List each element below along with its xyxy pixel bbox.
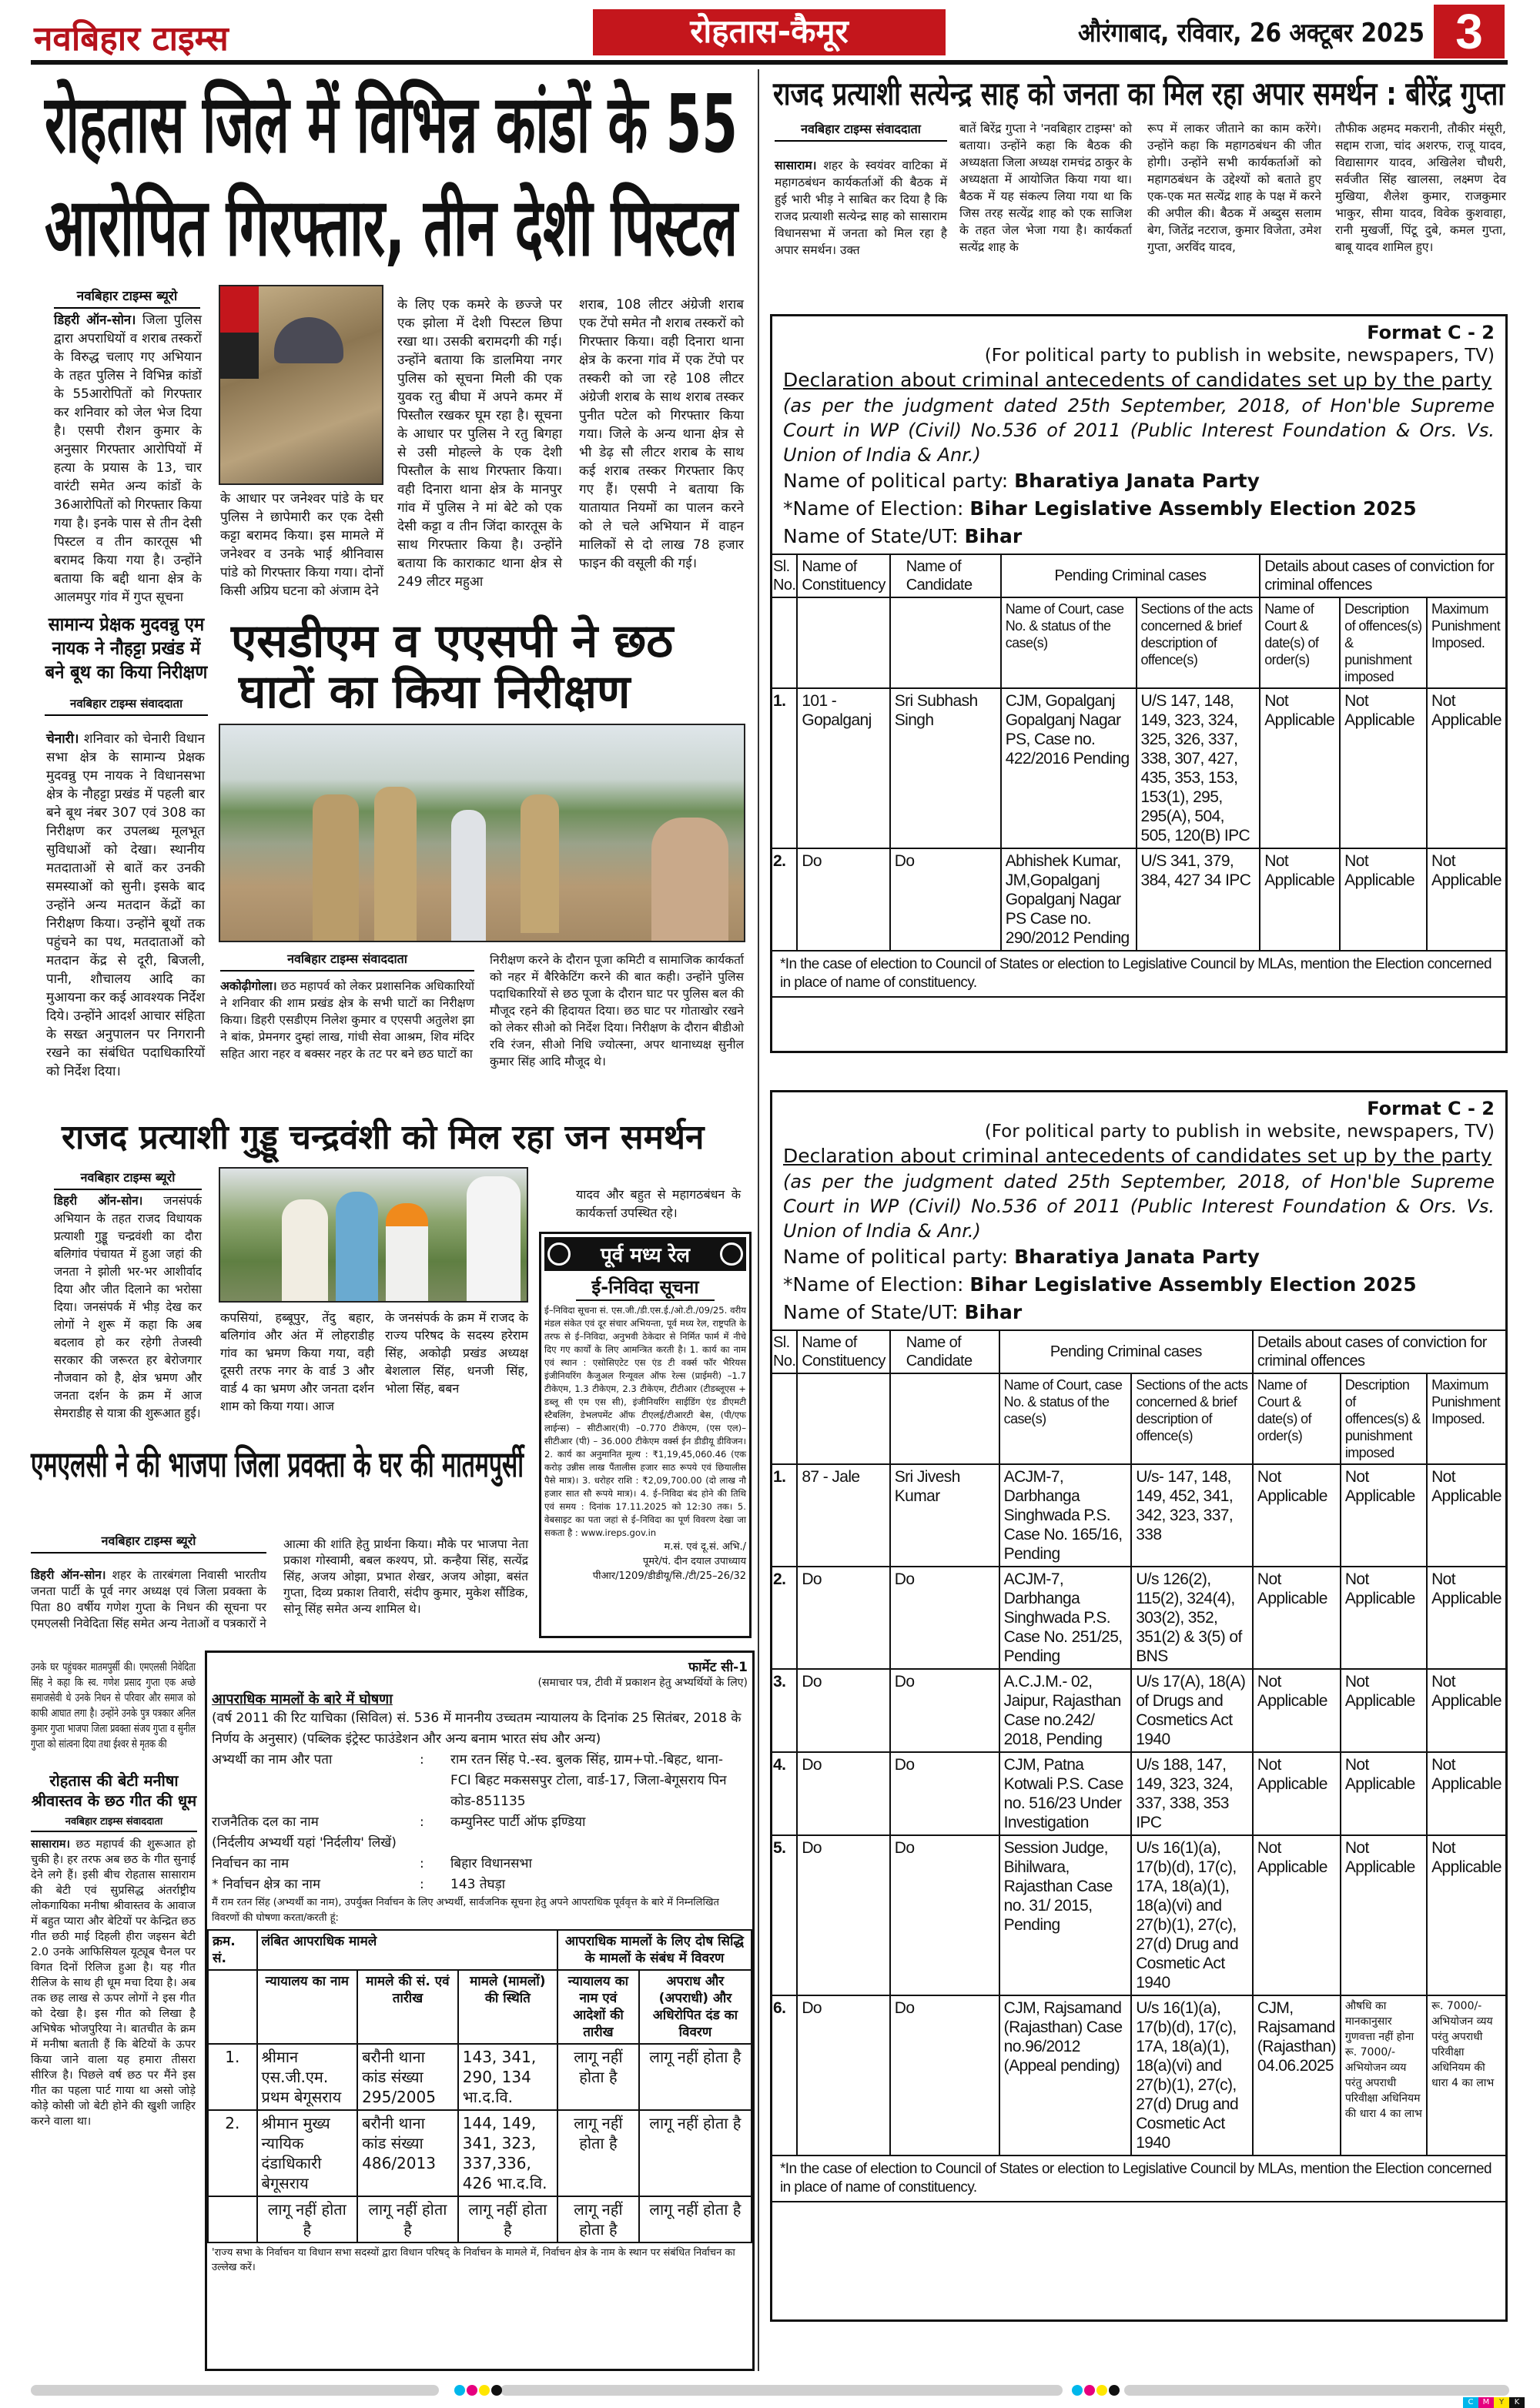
article-column: निरीक्षण करने के दौरान पूजा कमिटी व सामाजिक कार्यकर्ता को नहर में बैरिकेटिंग करने की बात कही। उन्होंने पुलिस पदाधिकारियों से छठ पूजा के दौरान घाट पर पुलिस बल की मौजूद रहने की हिदायत दिया। छठ घाट पर गोताखोर रखने को लेकर सीओ को निर्देश दिया। निरीक्षण के दौरान बीडीओ रवि रंजन, सीओ निधि ज्योत्स्ना, अपर थानाध्यक्ष सुनील कुमार सिंह आदि मौजूद थे। xyxy=(490,953,744,1069)
field-label: राजनैतिक दल का नाम xyxy=(212,1814,319,1830)
dateline: औरंगाबाद, रविवार, 26 अक्टूबर 2025 xyxy=(1078,18,1424,48)
ad-signature: पूमरे/पं. दीन दयाल उपाध्याय xyxy=(642,1556,746,1567)
form-field xyxy=(783,523,1495,550)
format-c2-declaration-gopalganj xyxy=(770,314,1508,1053)
form-intro: (वर्ष 2011 की रिट याचिका (सिविल) सं. 536 में माननीय उच्चतम न्यायालय के दिनांक 25 सितंबर, 2018 के निर्णय के अनुसार) (पब्लिक इंट्रेस्ट फाउंडेशन और अन्य बनाम भारत संघ और अन्य) xyxy=(212,1711,742,1747)
form-field xyxy=(212,1750,748,1812)
registration-dot xyxy=(1084,2385,1095,2396)
field-label: Name of State/UT: xyxy=(783,1301,965,1323)
cell-candidate: Do xyxy=(890,1567,999,1669)
cell-court: A.C.J.M.- 02, Jaipur, Rajasthan Case no.242/ 2018, Pending xyxy=(999,1669,1132,1752)
form-field xyxy=(212,1854,748,1875)
column-header: Maximum Punishment Imposed. xyxy=(1427,1373,1506,1464)
column-header: Name of Court & date(s) of order(s) xyxy=(1253,1373,1341,1464)
cell-conv-court: Not Applicable xyxy=(1260,848,1340,951)
dateline-lead: अकोढ़ीगोला। xyxy=(220,979,277,993)
cmyk-color-bar xyxy=(1463,2397,1525,2408)
column-header: Sections of the acts concerned & brief description of offence(s) xyxy=(1137,597,1260,688)
form-field xyxy=(783,1243,1495,1271)
table-cell: लागू नहीं होता है xyxy=(639,2110,752,2196)
form-note: (For political party to publish in website, newspapers, TV) xyxy=(984,1122,1495,1142)
field-label: Name of State/UT: xyxy=(783,525,965,547)
field-value: Bihar Legislative Assembly Election 2025 xyxy=(969,497,1417,520)
field-value: Bihar Legislative Assembly Election 2025 xyxy=(969,1273,1417,1296)
form-declaration: मैं राम रतन सिंह (अभ्यर्थी का नाम), उपर्युक्त निर्वाचन के लिए अभ्यर्थी, सार्वजनिक सूचना हेतु अपने आपराधिक पूर्ववृत्त के बारे में निम्नलिखित विवरणों की घोषणा करता/करती हूं: xyxy=(212,1897,719,1924)
article-text: शहर के तारबंगला निवासी भारतीय जनता पार्टी के पूर्व नगर अध्यक्ष एवं जिला प्रवक्ता के पिता 80 वर्षीय गणेश गुप्ता के निधन की सूचना पर एमएलसी निवेदिता सिंह समेत अन्य नेताओं व पत्रकारों ने xyxy=(31,1568,266,1630)
col-pending: Pending Criminal cases xyxy=(1001,554,1260,597)
cell-conv-max: Not Applicable xyxy=(1427,688,1506,848)
footer-bar xyxy=(1124,2385,1509,2396)
photo-campaign xyxy=(219,1167,528,1303)
article-column xyxy=(46,730,205,1081)
byline: नवबिहार टाइम्स संवाददाता xyxy=(31,1814,197,1832)
cell-sl: 1. xyxy=(772,688,797,848)
form-footnote: *In the case of election to Council of States or election to Legislative Council by MLAs, mention the Election concerned in place of name of constituency. xyxy=(772,2155,1506,2202)
cell-sections: U/S 341, 379, 384, 427 34 IPC xyxy=(1137,848,1260,951)
field-colon: : xyxy=(420,1752,424,1768)
format-c1-declaration xyxy=(205,1650,755,2371)
form-field xyxy=(783,467,1495,495)
col-candidate: Name of Candidate xyxy=(890,1330,999,1373)
cmyk-square: Y xyxy=(1494,2397,1509,2408)
cell-conv-court: CJM, Rajsamand (Rajasthan) 04.06.2025 xyxy=(1253,1995,1341,2155)
story-headline: एमएलसी ने की भाजपा जिला प्रवक्ता के घर की मातमपुर्सी xyxy=(31,1443,524,1485)
form-label: Format C - 2 xyxy=(1367,322,1495,343)
railway-logo-icon xyxy=(720,1242,743,1266)
form-field xyxy=(783,495,1495,523)
form-field xyxy=(212,1875,748,1895)
page-number: 3 xyxy=(1434,5,1505,59)
registration-dot xyxy=(467,2385,477,2396)
story-headline: राजद प्रत्याशी गुड्डू चन्द्रवंशी को मिल रहा जन समर्थन xyxy=(62,1118,705,1157)
table-cell: 143, 341, 290, 134 भा.द.वि. xyxy=(458,2044,557,2110)
table-row xyxy=(772,1567,1506,1669)
cell-constituency: 101 - Gopalganj xyxy=(797,688,889,848)
table-cell: बरौनी थाना कांड संख्या 486/2013 xyxy=(357,2110,458,2196)
column-header: मामले (मामलों) की स्थिति xyxy=(458,1970,557,2044)
article-column: के आधार पर जनेश्वर पांडे के घर पुलिस ने छापेमारी कर एक देसी कट्टा बरामद किया। इस मामले में जनेश्वर व उनके भाई श्रीनिवास पांडे को गिरफ्तार किया गया। दोनों किसी अप्रिय घटना को अंजाम देने xyxy=(220,491,383,599)
cell-constituency: Do xyxy=(797,848,889,951)
registration-dot xyxy=(479,2385,490,2396)
table-row xyxy=(772,1669,1506,1752)
rail-tender-ad xyxy=(539,1232,752,1638)
cmyk-square: C xyxy=(1463,2397,1478,2408)
registration-dot xyxy=(491,2385,502,2396)
railway-logo-icon xyxy=(547,1242,571,1266)
col-candidate: Name of Candidate xyxy=(890,554,1001,597)
cell-sections: U/s 17(A), 18(A) of Drugs and Cosmetics Act 1940 xyxy=(1131,1669,1253,1752)
table-row xyxy=(208,2110,752,2196)
ad-body: ई–निविदा सूचना सं. एस.जी./डी.एस.ई./ओ.टी./09/25. वरीय मंडल संकेत एवं दूर संचार अभियन्ता, पूर्व मध्य रेल, राष्ट्रपति के तरफ से ई–निविदा, अनुभवी ठेकेदार से निर्मित फार्म में नीचे दिए गए कार्यों के लिए आमन्त्रित करती है। 1. कार्य का नाम एवं स्थान : एसोसिएटेट एस एंड टी वर्क्स फॉर भैरियस इंजीनियरिंग कैजुअल रिन्यूवल ऑफ रेल्स (प्राईमरी) –1.7 टीकेएम, 1.3 टीकेएम, 2.3 टीकेएम, टीटीआर (टीडब्लूएस + डब्लू सी एम एस सी), इंजीनियरिंग साईडिंग एंड डीएमटी स्टैबलिंग, डेभलपमेंट ऑफ टीएलई/टीआरटी बेस, (पी/एफ लाईन्स) – सीटीआर(पी) –0.770 टीकेएम, (एस एल)–सीटीआर (पी) – 36.000 टीकेएम वर्क्स ईन डीडीयू डीविजन। 2. कार्य का अनुमानित मूल्य : ₹1,19,45,060.46 (एक करोड़ उन्नीस लाख पैंतालीस हजार साठ रूपये एवं छियालीस पैसे मात्र)। 3. धरोहर राशि : ₹2,09,700.00 (दो लाख नौ हजार सात सौ रूपये मात्र)। 4. ई–निविदा बंद होने की तिथि एवं समय : दिनांक 17.11.2025 को 12:30 तक। 5. वेबसाइट का पता जहां से ई–निविदा का पूर्ण विवरण देखा जा सकता है : www.ireps.gov.in xyxy=(544,1305,746,1538)
photo-police-officer xyxy=(219,285,383,485)
registration-dot xyxy=(1109,2385,1120,2396)
criminal-cases-table xyxy=(771,1329,1507,2202)
table-cell: लागू नहीं होता है xyxy=(557,2110,639,2196)
cell-sl xyxy=(208,2196,257,2242)
article-text: शहर के स्वयंवर वाटिका में महागठबंधन कार्यकर्ताओं की बैठक में हुई भारी भीड़ ने साबित कर दिया है कि राजद प्रत्याशी सत्येन्द्र साह को सासाराम विधानसभा में जनता को मिल रहा है अपार समर्थन। उक्त xyxy=(775,159,947,257)
col-conviction: Details about cases of conviction for criminal offences xyxy=(1253,1330,1506,1373)
field-value: Bharatiya Janata Party xyxy=(1014,470,1260,492)
field-label: Name of political party: xyxy=(783,1246,1015,1268)
registration-dot xyxy=(454,2385,465,2396)
form-title: Declaration about criminal antecedents of candidates set up by the party xyxy=(783,369,1492,391)
column-header: Name of Court & date(s) of order(s) xyxy=(1260,597,1340,688)
ad-title: पूर्व मध्य रेल xyxy=(601,1244,690,1267)
article-column: तौफीक अहमद मकरानी, तौकीर मंसूरी, सद्दाम राजा, चांद अशरफ, राजू यादव, विद्यासागर यादव, अखिलेश चौधरी, सर्वजीत सिंह खालसा, लक्ष्मण देव मुखिया, शैलेश कुमार, राजकुमार भाकुर, सीमा यादव, विवेक कुशवाहा, रानी मुखर्जी, पिंटू दुबे, कमल गुप्ता, बाबू यादव शामिल हुए। xyxy=(1335,122,1506,254)
article-column: बातें बिरेंद्र गुप्ता ने 'नवबिहार टाइम्स' को बताया। उन्होंने कहा कि बैठक की अध्यक्षता जिला अध्यक्ष रामचंद्र ठाकुर के अध्यक्षता में आयोजित किया गया था। बैठक में यह संकल्प लिया गया था कि जिस तरह सत्येंद्र शाह को एक साजिश के तहत जेल भेजा गया है। कार्यकर्ता सत्येंद्र शाह के xyxy=(959,122,1132,254)
article-text: छठ महापर्व को लेकर प्रशासनिक अधिकारियों ने शनिवार की शाम प्रखंड क्षेत्र के सभी घाटों का निरीक्षण किया। डिहरी एसडीएम निलेश कुमार व एएसपी अतुलेश झा ने बांक, प्रेमनगर दुम्हां लाख, गांधी सेवा आश्रम, शिव मंदिर सहित आरा नहर व बक्सर नहर के तट पर बने छठ घाटों का xyxy=(220,979,474,1061)
cell-conv-court: Not Applicable xyxy=(1253,1464,1341,1567)
form-footnote: 'राज्य सभा के निर्वाचन या विधान सभा सदस्यों द्वारा विधान परिषद् के निर्वाचन के मामले में, निर्वाचन क्षेत्र के नाम के स्थान पर संबंधित निर्वाचन का उल्लेख करें। xyxy=(212,2247,735,2273)
form-field xyxy=(783,1299,1495,1326)
header-row xyxy=(772,1330,1506,1373)
byline: नवबिहार टाइम्स ब्यूरो xyxy=(31,1532,266,1553)
ad-signature: म.सं. एवं दू.सं. अभि./ xyxy=(664,1541,746,1553)
dateline-lead: सासाराम। xyxy=(31,1838,70,1851)
cmyk-square: M xyxy=(1478,2397,1494,2408)
dateline-lead: सासाराम। xyxy=(775,159,817,172)
cell-conv-max: Not Applicable xyxy=(1427,848,1506,951)
cell-sl: 4. xyxy=(772,1752,797,1835)
column-divider xyxy=(758,69,759,2371)
cell-candidate: Do xyxy=(890,848,1001,951)
form-title: Declaration about criminal antecedents of candidates set up by the party xyxy=(783,1145,1492,1167)
cell-court: CJM, Patna Kotwali P.S. Case no. 516/23 Under Investigation xyxy=(999,1752,1132,1835)
article-column: शराब, 108 लीटर अंग्रेजी शराब एक टेंपो समेत नौ शराब तस्करों को गिरफ्तार किया। वही दिनारा थाना क्षेत्र के करना गांव में एक टेंपो पर तस्करी को जा रहे 108 लीटर अंग्रेजी शराब के साथ शराब तस्कर पुनीत पटेल को गिरफ्तार किया गया। जिले के अन्य थाना क्षेत्र से भी डेढ़ सौ लीटर शराब के साथ कई शराब तस्कर गिरफ्तार किए गए हैं। एसपी ने बताया कि यातायात नियमों का पालन करने को ले चले अभियान में वाहन मालिकों से दो लाख 78 हजार फाइन की वसूली की गई। xyxy=(579,297,744,571)
form-label: Format C - 2 xyxy=(1367,1098,1495,1119)
cell-constituency: Do xyxy=(797,1669,889,1752)
article-column: यादव और बहुत से महागठबंधन के कार्यकर्त्ता उपस्थित रहे। xyxy=(576,1187,741,1220)
masthead-rule xyxy=(31,60,1508,65)
cell-candidate: Do xyxy=(890,1752,999,1835)
cell-conv-court: Not Applicable xyxy=(1253,1669,1341,1752)
cell-conv-desc: Not Applicable xyxy=(1341,1464,1427,1567)
cell-sections: U/s 188, 147, 149, 323, 324, 337, 338, 353 IPC xyxy=(1131,1752,1253,1835)
form-footnote: *In the case of election to Council of States or election to Legislative Council by MLAs, mention the Election concerned in place of name of constituency. xyxy=(772,951,1506,997)
table-cell: लागू नहीं होता है xyxy=(639,2044,752,2110)
article-column xyxy=(220,978,474,1062)
field-value: 143 तेघड़ा xyxy=(450,1877,506,1892)
table-row xyxy=(208,2044,752,2110)
cell-conv-desc: औषधि का मानकानुसार गुणवत्ता नहीं होना रू. 7000/- अभियोजन व्यय परंतु अपराधी परिवीक्षा अधिनियम की धारा 4 का लाभ xyxy=(1341,1995,1427,2155)
main-headline-line2: आरोपित गिरफ्तार, तीन देशी पिस्टल xyxy=(45,180,738,274)
field-colon: : xyxy=(420,1877,424,1892)
cell-sections: U/S 147, 148, 149, 323, 324, 325, 326, 337, 338, 307, 427, 435, 353, 153, 153(1), 295, 295(A), 504, 505, 120(B) IPC xyxy=(1137,688,1260,848)
col-constituency: Name of Constituency xyxy=(797,1330,889,1373)
article-column: उनके घर पहुंचकर मातमपुर्सी की। एमएलसी निवेदिता सिंह ने कहा कि स्व. गणेश प्रसाद गुप्ता एक अच्छे समाजसेवी थे उनके निधन से परिवार और समाज को काफी आघात लगा है। उन्होंने उनके पुत्र पत्रकार अनिल कुमार गुप्ता भाजपा जिला प्रवक्ता संजय गुप्ता व सुनील गुप्ता को सांत्वना दिया तथा ईश्वर से मृतक की xyxy=(31,1661,196,1751)
cell-conv-max: रू. 7000/- अभियोजन व्यय परंतु अपराधी परिवीक्षा अधिनियम की धारा 4 का लाभ xyxy=(1427,1995,1506,2155)
article-column xyxy=(31,1567,266,1632)
cmyk-square: K xyxy=(1509,2397,1525,2408)
cell-sl: 2. xyxy=(772,848,797,951)
column-header: Sections of the acts concerned & brief description of offence(s) xyxy=(1131,1373,1253,1464)
cell-conv-desc: Not Applicable xyxy=(1341,1835,1427,1995)
cell-conv-desc: Not Applicable xyxy=(1341,1669,1427,1752)
cell-sections: U/s- 147, 148, 149, 452, 341, 342, 323, 337, 338 xyxy=(1131,1464,1253,1567)
cell-sl: 1. xyxy=(772,1464,797,1567)
cell-candidate: Do xyxy=(890,1835,999,1995)
article-column xyxy=(31,1837,196,2129)
cell-conv-desc: Not Applicable xyxy=(1341,1567,1427,1669)
byline: नवबिहार टाइम्स संवाददाता xyxy=(775,120,947,142)
story-headline: रोहतास की बेटी मनीषा श्रीवास्तव के छठ गीत की धूम xyxy=(31,1771,197,1810)
story-headline-line2: घाटों का किया निरीक्षण xyxy=(239,665,631,719)
header-row xyxy=(772,554,1506,597)
table-row xyxy=(772,1464,1506,1567)
footer-bar xyxy=(500,2385,1063,2396)
field-value: Bihar xyxy=(964,525,1023,547)
cell-sections: U/s 16(1)(a), 17(b)(d), 17(c), 17A, 18(a)(1), 18(a)(vi) and 27(b)(1), 27(c), 27(d) Drug and Cosmetic Act 1940 xyxy=(1131,1995,1253,2155)
form-title: आपराधिक मामलों के बारे में घोषणा xyxy=(212,1691,393,1707)
cell-candidate: Do xyxy=(890,1669,999,1752)
field-colon: : xyxy=(420,1814,424,1830)
dateline-lead: डिहरी ऑन-सोन। xyxy=(54,1193,143,1208)
cell-sl: 2. xyxy=(208,2110,257,2196)
newspaper-logo: नवबिहार टाइम्स xyxy=(34,19,229,59)
form-field xyxy=(783,1271,1495,1299)
cell-conv-max: Not Applicable xyxy=(1427,1752,1506,1835)
registration-dot xyxy=(1072,2385,1083,2396)
table-cell: बरौनी थाना कांड संख्या 295/2005 xyxy=(357,2044,458,2110)
cell-constituency: Do xyxy=(797,1995,889,2155)
story-headline: राजद प्रत्याशी सत्येन्द्र साह को जनता का मिल रहा अपार समर्थन : बीरेंद्र गुप्ता xyxy=(773,75,1505,112)
subheader-row xyxy=(772,597,1506,688)
footer-bar xyxy=(31,2385,439,2396)
photo-ghat-inspection xyxy=(219,724,745,942)
main-headline-line1: रोहतास जिले में विभिन्न कांडों के 55 xyxy=(45,77,738,171)
table-cell: लागू नहीं होता है xyxy=(357,2196,458,2242)
dateline-lead: डिहरी ऑन-सोन। xyxy=(54,313,136,328)
ad-reference: पीआर/1209/डीडीयू/सि./टी/25–26/32 xyxy=(592,1570,746,1582)
story-headline: सामान्य प्रेक्षक मुदवन्नु एम नायक ने नौहट्टा प्रखंड में बने बूथ का किया निरीक्षण xyxy=(45,614,208,683)
table-row xyxy=(208,2196,752,2242)
article-column xyxy=(54,311,202,607)
field-label: *Name of Election: xyxy=(783,497,970,520)
cell-sections: U/s 16(1)(a), 17(b)(d), 17(c), 17A, 18(a)(1), 18(a)(vi) and 27(b)(1), 27(c), 27(d) Drug and Cosmetic Act 1940 xyxy=(1131,1835,1253,1995)
table-cell: श्रीमान एस.जी.एम. प्रथम बेगूसराय xyxy=(257,2044,358,2110)
field-label: (निर्दलीय अभ्यर्थी यहां 'निर्दलीय' लिखें) xyxy=(212,1835,397,1851)
c1-cases-table xyxy=(207,1929,752,2243)
field-value: बिहार विधानसभा xyxy=(450,1856,532,1871)
table-cell: लागू नहीं होता है xyxy=(458,2196,557,2242)
form-fields xyxy=(212,1750,748,1895)
column-header: अपराध और (अपराधी) और अधिरोपित दंड का विवरण xyxy=(639,1970,752,2044)
cell-constituency: Do xyxy=(797,1835,889,1995)
table-cell: लागू नहीं होता है xyxy=(557,2196,639,2242)
table-cell: लागू नहीं होता है xyxy=(257,2196,358,2242)
cell-conv-max: Not Applicable xyxy=(1427,1464,1506,1567)
field-value: Bharatiya Janata Party xyxy=(1014,1246,1260,1268)
table-row xyxy=(772,688,1506,848)
table-row xyxy=(772,1835,1506,1995)
column-header: Description of offences(s) & punishment imposed xyxy=(1341,1373,1427,1464)
col-conviction: आपराधिक मामलों के लिए दोष सिद्धि के मामलों के संबंध में विवरण xyxy=(557,1930,752,1970)
ad-subtitle: ई-निविदा सूचना xyxy=(576,1274,715,1301)
article-column: कपसियां, हब्बूपुर, तेंदु बहार, बलिगांव और अंत में लोहराडीह गांव का भ्रमण किया गया, वही दूसरी तरफ नगर के वार्ड 3 और वार्ड 4 का भ्रमण और जनता दर्शन शाम को किया गया। आज xyxy=(220,1310,374,1413)
article-text: जिला पुलिस द्वारा अपराधियों व शराब तस्करों के विरुद्ध चलाए गए अभियान के तहत पुलिस ने विभिन्न कांडों के 55आरोपितों को गिरफ्तार कर शनिवार को जेल भेज दिया है। एसपी रौशन कुमार के अनुसार गिरफ्तार आरोपियों में हत्या के प्रयास के 13, चार वारंटी समेत अन्य कांडों के 36आरोपितों को गिरफ्तार किया गया है। इनके पास से तीन देसी पिस्टल व तीन कारतूस भी बरामद किया गया है। उन्होंने बताया कि बद्दी थाना क्षेत्र के आलमपुर गांव में गुप्त सूचना xyxy=(54,313,202,605)
table-cell: लागू नहीं होता है xyxy=(557,2044,639,2110)
form-header xyxy=(772,316,1505,554)
cell-candidate: Sri Jivesh Kumar xyxy=(890,1464,999,1567)
format-c2-declaration-jale xyxy=(770,1090,1508,2322)
column-header: न्यायालय का नाम xyxy=(257,1970,358,2044)
form-judgment: (as per the judgment dated 25th September, 2018, of Hon'ble Supreme Court in WP (Civil) No.536 of 2011 (Public Interest Foundation & Ors. Vs. Union of India & Anr.) xyxy=(783,1171,1495,1242)
col-sl: क्रम. सं. xyxy=(208,1930,257,1970)
cell-sl: 5. xyxy=(772,1835,797,1995)
byline: नवबिहार टाइम्स ब्यूरो xyxy=(54,286,200,309)
col-pending: Pending Criminal cases xyxy=(999,1330,1253,1373)
article-text: छठ महापर्व की शुरूआत हो चुकी है। हर तरफ अब छठ के गीत सुनाई देने लगे हैं। इसी बीच रोहतास सासाराम की बेटी एवं सुप्रसिद्ध अंतर्राष्ट्रीय लोकगायिका मनीषा श्रीवास्तव के आवाज में बहुत प्यारा और बेटियों पर केन्द्रित छठ गीत छठी माई दिहली हीरा जइसन बेटी 2.0 उनके आफिसियल यूट्यूब चैनल पर विगत दिनों रिलिज हुआ है। यह गीत रीलिज के साथ ही धूम मचा दिया है। अब तक छह लाख से ऊपर लोगों ने इस गीत को देखा है। इस गीत को लिखा है अभिषेक भोजपुरिया ने। बातचीत के क्रम में मनीषा बताती हैं कि बेटियों के ऊपर किया जाने वाला यह हमारा तीसरा सीरिज है। पिछले वर्ष छठ पर मैंने इस गीत का पहला पार्ट गाया था असो जोड़े कोड़े कोसी जो बेटी होने की खुशी जाहिर करने वाला था। xyxy=(31,1838,196,2128)
cell-court: ACJM-7, Darbhanga Singhwada P.S. Case No. 251/25, Pending xyxy=(999,1567,1132,1669)
cell-court: CJM, Rajsamand (Rajasthan) Case no.96/2012 (Appeal pending) xyxy=(999,1995,1132,2155)
table-row xyxy=(772,1995,1506,2155)
field-value: Bihar xyxy=(964,1301,1023,1323)
cell-conv-max: Not Applicable xyxy=(1427,1835,1506,1995)
article-column: आत्मा की शांति हेतु प्रार्थना किया। मौके पर भाजपा नेता प्रकाश गोस्वामी, बबल कश्यप, प्रो. कन्हैया सिंह, सत्येंद्र सिंह, अजय ओझा, प्रभात शेखर, अजय ओझा, बसंत गुप्ता, दिव्य प्रकाश तिवारी, संदीप कुमार, मुकेश सौंडिक, सोनू सिंह समेत अन्य शामिल थे। xyxy=(283,1537,528,1616)
cell-sl: 3. xyxy=(772,1669,797,1752)
article-text: जनसंपर्क अभियान के तहत राजद विधायक प्रत्याशी गुड्डू चन्द्रवंशी का दौरा बलिगांव पंचायत में हुआ जहां की जनता ने झोली भर-भर आशीर्वाद दिया और जीत दिलाने का भरोसा दिया। जनसंपर्क में भीड़ देख कर लोगों ने शुरू में कहा कि अब बदलाव हो कर रहेगी तेजस्वी सरकार की जरूरत हर बेरोजगार नौजवान को है, क्षेत्र भ्रमण और जनता दर्शन के क्रम में आज सेमराडीह से यात्रा की शुरूआत हुई। xyxy=(54,1193,202,1420)
form-field xyxy=(212,1812,748,1833)
cell-court: Abhishek Kumar, JM,Gopalganj Gopalganj Nagar PS Case no. 290/2012 Pending xyxy=(1001,848,1137,951)
byline: नवबिहार टाइम्स संवाददाता xyxy=(220,950,474,972)
ad-header xyxy=(544,1237,746,1271)
cell-conv-desc: Not Applicable xyxy=(1340,688,1427,848)
footnote-row xyxy=(772,2155,1506,2202)
column-header: Name of Court, case No. & status of the case(s) xyxy=(999,1373,1132,1464)
field-colon: : xyxy=(420,1856,424,1871)
column-header: मामले की सं. एवं तारीख xyxy=(357,1970,458,2044)
cell-sl: 1. xyxy=(208,2044,257,2110)
form-note: (समाचार पत्र, टीवी में प्रकाशन हेतु अभ्यर्थियों के लिए) xyxy=(537,1677,748,1689)
article-column: रूप में लाकर जीताने का काम करेंगे। उन्होंने कहा कि महागठबंधन की जीत होगी। उन्होंने सभी कार्यकर्ताओं को महागठबंधन के उद्देश्यों को बताते हुए एक-एक मत सत्येंद्र शाह के पक्ष में करने की अपील की। बैठक में अब्दुस सलाम बेग, जितेंद्र नटराज, कुमार विजेता, उमेश गुप्ता, अरविंद यादव, xyxy=(1147,122,1321,254)
dateline-lead: चेनारी। xyxy=(46,731,79,747)
cell-conv-desc: Not Applicable xyxy=(1340,848,1427,951)
form-header xyxy=(772,1092,1505,1329)
form-note: (For political party to publish in website, newspapers, TV) xyxy=(984,346,1495,366)
form-field xyxy=(212,1833,748,1854)
col-constituency: Name of Constituency xyxy=(797,554,889,597)
cell-candidate: Sri Subhash Singh xyxy=(890,688,1001,848)
field-value: राम रतन सिंह पे.-स्व. बुलक सिंह, ग्राम+पो.-बिहट, थाना- FCI बिहट मकससपुर टोला, वार्ड-17, जिला-बेगूसराय पिन कोड-851135 xyxy=(450,1752,727,1809)
field-label: अभ्यर्थी का नाम और पता xyxy=(212,1752,333,1768)
story-headline-line1: एसडीएम व एएसपी ने छठ xyxy=(231,614,674,668)
cell-sections: U/s 126(2), 115(2), 324(4), 303(2), 352, 351(2) & 3(5) of BNS xyxy=(1131,1567,1253,1669)
cell-conv-court: Not Applicable xyxy=(1260,688,1340,848)
cell-court: ACJM-7, Darbhanga Singhwada P.S. Case No. 165/16, Pending xyxy=(999,1464,1132,1567)
dateline-lead: डिहरी ऑन-सोन। xyxy=(31,1568,106,1582)
cell-constituency: Do xyxy=(797,1567,889,1669)
field-label: *Name of Election: xyxy=(783,1273,970,1296)
cell-conv-court: Not Applicable xyxy=(1253,1835,1341,1995)
table-row xyxy=(772,848,1506,951)
cell-constituency: 87 - Jale xyxy=(797,1464,889,1567)
cell-court: Session Judge, Bihilwara, Rajasthan Case no. 31/ 2015, Pending xyxy=(999,1835,1132,1995)
column-header: Maximum Punishment Imposed. xyxy=(1427,597,1506,688)
field-label: निर्वाचन का नाम xyxy=(212,1856,290,1871)
column-header: न्यायालय का नाम एवं आदेशों की तारीख xyxy=(557,1970,639,2044)
article-text: शनिवार को चेनारी विधान सभा क्षेत्र के सामान्य प्रेक्षक मुदवन्नु एम नायक ने विधानसभा क्षेत्र के नौहट्टा प्रखंड में पहली बार बने बूथ नंबर 307 एवं 308 का निरीक्षण कर उपलब्ध मूलभूत सुविधाओं को देखा। स्थानीय मतदाताओं से बातें कर उनकी समस्याओं को सुनी। इसके बाद उन्होंने अन्य मतदान केंद्रों का निरीक्षण किया। उन्होंने बूथों तक पहुंचने का पथ, मतदाताओं को मतदान केंद्र से दूरी, बिजली, पानी, शौचालय आदि का मुआयना कर कई आवश्यक निर्देश दिये। उन्होंने आदर्श आचार संहिता के सख्त अनुपालन पर निगरानी रखने का संबंधित पदाधिकारियों को निर्देश दिया। xyxy=(46,731,206,1079)
section-label: रोहतास-कैमूर xyxy=(593,9,946,55)
cell-sl: 2. xyxy=(772,1567,797,1669)
table-row xyxy=(772,1752,1506,1835)
cell-conv-court: Not Applicable xyxy=(1253,1752,1341,1835)
table-cell: 144, 149, 341, 323, 337,336, 426 भा.द.वि. xyxy=(458,2110,557,2196)
col-sl: Sl. No. xyxy=(772,554,797,597)
cell-conv-court: Not Applicable xyxy=(1253,1567,1341,1669)
col-pending: लंबित आपराधिक मामले xyxy=(257,1930,557,1970)
col-sl: Sl. No. xyxy=(772,1330,797,1373)
byline: नवबिहार टाइम्स ब्यूरो xyxy=(54,1169,202,1190)
article-column: के जनसंपर्क के क्रम में राजद के राज्य परिषद के सदस्य हरेराम सिंह, अकोढ़ी प्रखंड अध्यक्ष बेशलाल सिंह, धनजी सिंह, भोला सिंह, बबन xyxy=(385,1310,528,1396)
field-label: * निर्वाचन क्षेत्र का नाम xyxy=(212,1877,321,1892)
form-judgment: (as per the judgment dated 25th September, 2018, of Hon'ble Supreme Court in WP (Civil) No.536 of 2011 (Public Interest Foundation & Ors. Vs. Union of India & Anr.) xyxy=(783,395,1495,466)
cell-conv-max: Not Applicable xyxy=(1427,1567,1506,1669)
table-cell: श्रीमान मुख्य न्यायिक दंडाधिकारी बेगूसराय xyxy=(257,2110,358,2196)
criminal-cases-table xyxy=(771,554,1507,998)
column-header: Name of Court, case No. & status of the case(s) xyxy=(1001,597,1137,688)
cell-court: CJM, Gopalganj Gopalganj Nagar PS, Case no. 422/2016 Pending xyxy=(1001,688,1137,848)
col-conviction: Details about cases of conviction for criminal offences xyxy=(1260,554,1506,597)
cell-conv-desc: Not Applicable xyxy=(1341,1752,1427,1835)
article-column xyxy=(54,1192,202,1422)
cell-candidate: Do xyxy=(890,1995,999,2155)
field-value: कम्युनिस्ट पार्टी ऑफ इण्डिया xyxy=(450,1814,586,1830)
byline: नवबिहार टाइम्स संवाददाता xyxy=(45,696,208,716)
cell-conv-max: Not Applicable xyxy=(1427,1669,1506,1752)
article-column: के लिए एक कमरे के छज्जे पर एक झोला में देशी पिस्टल छिपा रखा था। उसकी बरामदगी की गई। उन्होंने बताया कि डालमिया नगर पुलिस को सूचना मिली की एक युवक रतु बीघा में अपने कमर में पिस्तौल रखकर घूम रहा है। सूचना के आधार पर पुलिस ने रतु बिगहा से उसी मोहल्ले के एक देशी पिस्तौल के साथ गिरफ्तार किया। वही दिनारा थाना क्षेत्र के मानपुर गांव में पुलिस ने मां बेटे को एक देसी कट्टा व तीन जिंदा कारतूस के साथ गिरफ्तार किया है। उन्होंने बताया कि काराकाट थाना क्षेत्र से 249 लीटर महुआ xyxy=(397,297,562,590)
cell-constituency: Do xyxy=(797,1752,889,1835)
table-cell: लागू नहीं होता है xyxy=(639,2196,752,2242)
cell-sl: 6. xyxy=(772,1995,797,2155)
subheader-row xyxy=(772,1373,1506,1464)
column-header: Description of offences(s) & punishment imposed xyxy=(1340,597,1427,688)
field-label: Name of political party: xyxy=(783,470,1015,492)
form-label: फार्मेट सी-1 xyxy=(688,1660,748,1675)
footnote-row xyxy=(772,951,1506,997)
registration-dot xyxy=(1096,2385,1107,2396)
article-column xyxy=(775,157,947,259)
